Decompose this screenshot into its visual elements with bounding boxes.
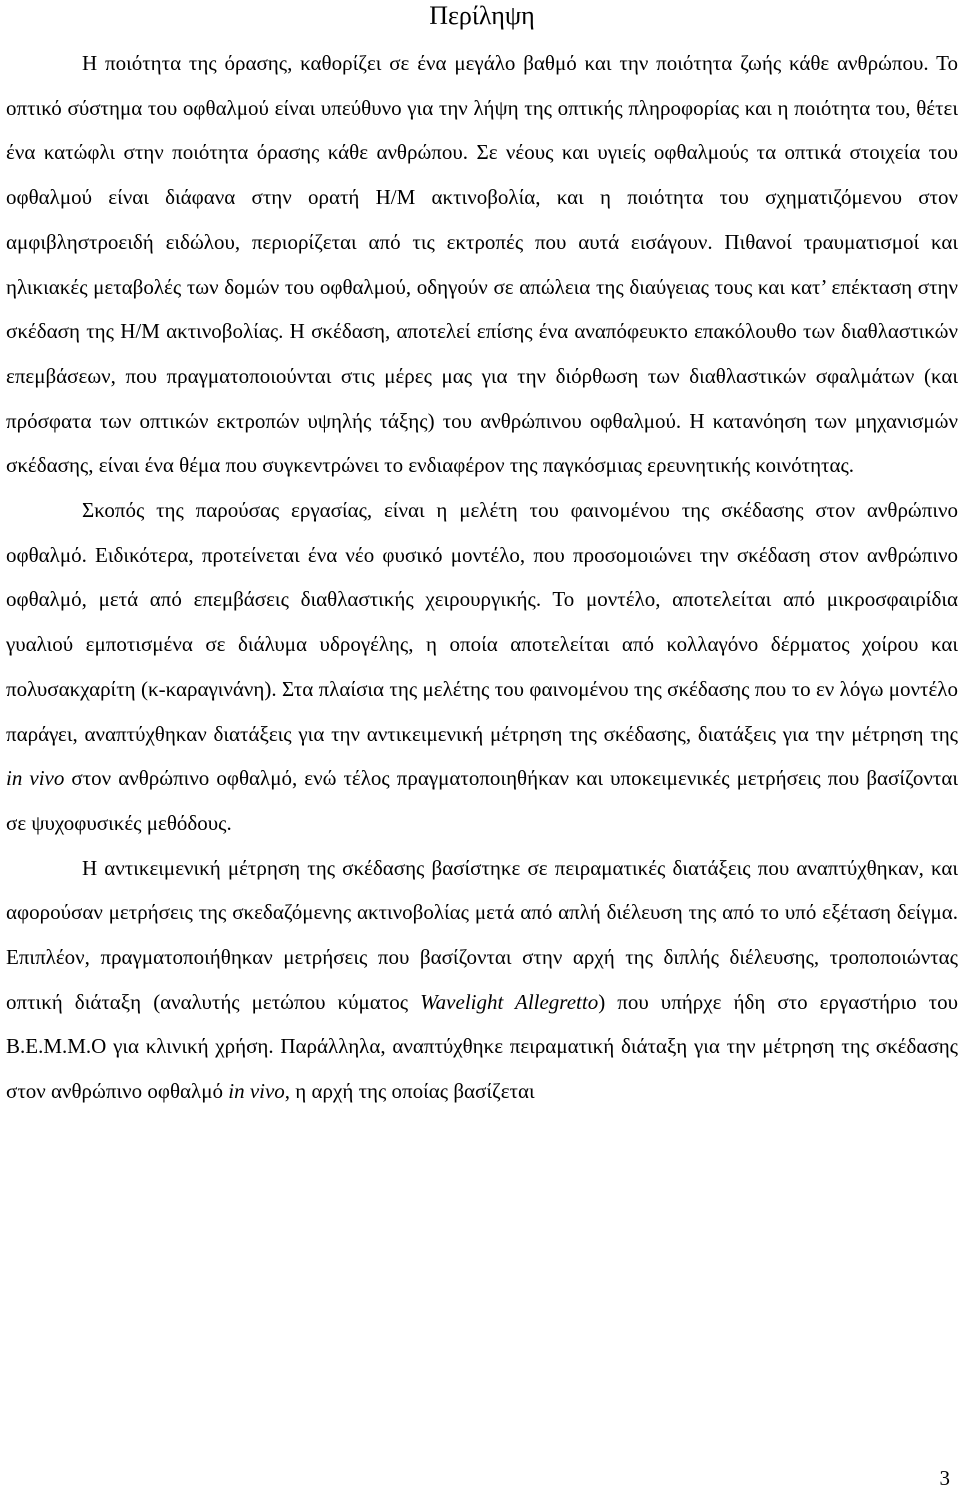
page-title: Περίληψη	[429, 1, 535, 30]
paragraph-2	[6, 488, 958, 846]
paragraph-3-text-a: Η αντικειμενική μέτρηση της σκέδασης βασίστηκε σε πειραματικές διατάξεις που αναπτύχθηκαν, και αφορούσαν μετρήσεις της σκεδαζόμενης ακτινοβολίας μετά από απλή διέλευση της από το υπό εξέταση δείγμα. Επιπλέον, πραγματοποιήθηκαν μετρήσεις που βασίζονται στην αρχή της διπλής διέλευσης, τροποποιώντας οπτική διάταξη (αναλυτής μετώπου κύματος	[6, 855, 958, 1014]
paragraph-2-text-a: Σκοπός της παρούσας εργασίας, είναι η μελέτη του φαινομένου της σκέδασης στον ανθρώπινο οφθαλμό. Ειδικότερα, προτείνεται ένα νέο φυσικό μοντέλο, που προσομοιώνει την σκέδαση στον ανθρώπινο οφθαλμό, μετά από επεμβάσεις διαθλαστικής χειρουργικής. Το μοντέλο, αποτελείται από μικροσφαιρίδια γυαλιού εμποτισμένα σε διάλυμα υδρογέλης, η οποία αποτελείται από κολλαγόνο δέρματος χοίρου και πολυσακχαρίτη (κ-καραγινάνη). Στα πλαίσια της μελέτης του φαινομένου της σκέδασης που το εν λόγω μοντέλο παράγει, αναπτύχθηκαν διατάξεις για την αντικειμενική μέτρηση της σκέδασης, διατάξεις για την μέτρηση της	[6, 498, 958, 746]
paragraph-1-text: Η ποιότητα της όρασης, καθορίζει σε ένα μεγάλο βαθμό και την ποιότητα ζωής κάθε ανθρώπου. Το οπτικό σύστημα του οφθαλμού είναι υπεύθυνο για την λήψη της οπτικής πληροφορίας και η ποιότητα του, θέτει ένα κατώφλι στην ποιότητα όρασης κάθε ανθρώπου. Σε νέους και υγιείς οφθαλμούς τα οπτικά στοιχεία του οφθαλμού είναι διάφανα στην ορατή Η/Μ ακτινοβολία, και η ποιότητα του σχηματιζόμενου στον αμφιβληστροειδή ειδώλου, περιορίζεται από τις εκτροπές που αυτά εισάγουν. Πιθανοί τραυματισμοί και ηλικιακές μεταβολές των δομών του οφθαλμού, οδηγούν σε απώλεια της διαύγειας τους και κατ’ επέκταση στην σκέδαση της Η/Μ ακτινοβολίας. Η σκέδαση, αποτελεί επίσης ένα αναπόφευκτο επακόλουθο των διαθλαστικών επεμβάσεων, που πραγματοποιούνται στις μέρες μας για την διόρθωση των διαθλαστικών σφαλμάτων (και πρόσφατα των οπτικών εκτροπών υψηλής τάξης) του ανθρώπινου οφθαλμού. Η κατανόηση των μηχανισμών σκέδασης, είναι ένα θέμα που συγκεντρώνει το ενδιαφέρον της παγκόσμιας ερευνητικής κοινότητας.	[6, 51, 958, 478]
paragraph-3	[6, 846, 958, 1114]
paragraph-3-italic-device: Wavelight Allegretto	[420, 989, 599, 1014]
paragraph-3-text-c: , η αρχή της οποίας βασίζεται	[284, 1079, 535, 1104]
paragraph-2-text-b: στον ανθρώπινο οφθαλμό, ενώ τέλος πραγματοποιηθήκαν και υποκειμενικές μετρήσεις που βασίζονται σε ψυχοφυσικές μεθόδους.	[6, 766, 958, 835]
page-number: 3	[939, 1466, 950, 1490]
paragraph-3-italic-in-vivo: in vivo	[228, 1079, 285, 1104]
paragraph-2-italic-in-vivo: in vivo	[6, 766, 65, 791]
paragraph-1	[6, 41, 958, 488]
paragraph-3-text-b: ) που υπήρχε ήδη στο εργαστήριο του Β.Ε.Μ.Μ.Ο για κλινική χρήση. Παράλληλα, αναπτύχθηκε πειραματική διάταξη για την μέτρηση της σκέδασης στον ανθρώπινο οφθαλμό	[6, 989, 959, 1104]
document-page	[6, 0, 958, 1114]
